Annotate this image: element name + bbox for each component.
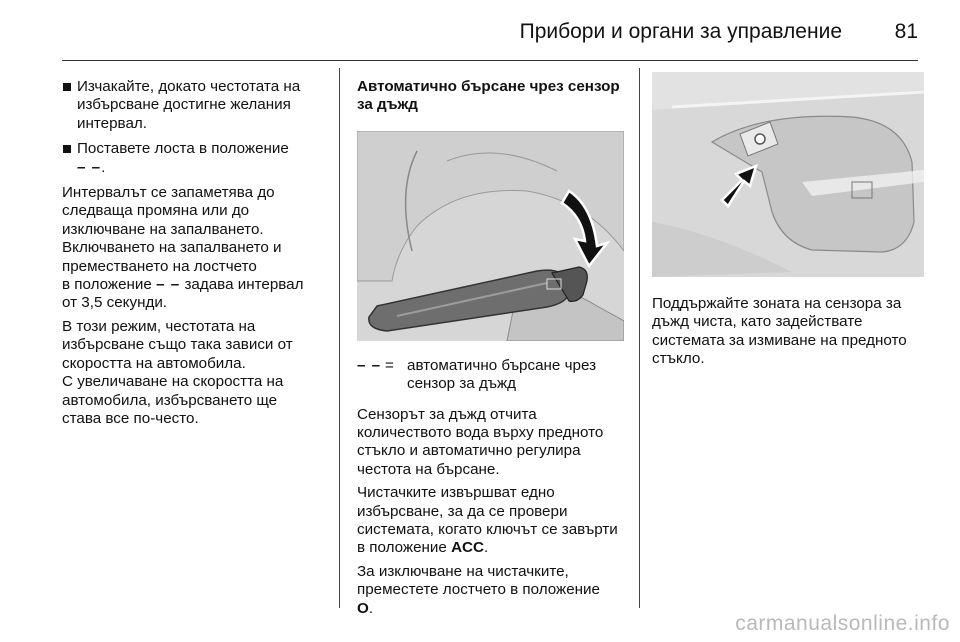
paragraph: Интервалът се запаметява до следваща промяна или до изключване на запалването. Включването на запалването и преместването на лостчето в положение – – задава интервал от 3,5 секунди. xyxy=(62,184,304,312)
paragraph: Сензорът за дъжд отчита количеството вода върху предното стъкло и автоматично регулира честота на бърсане. xyxy=(357,405,604,478)
interval-symbol: – – xyxy=(156,276,181,294)
rain-sensor-illustration xyxy=(652,72,924,277)
legend-description: автоматично бърсане чрез сензор за дъжд xyxy=(407,356,597,393)
paragraph: За изключване на чистачките, преместете лостчето в положение O. xyxy=(357,562,600,617)
column-2 xyxy=(357,78,624,623)
interval-symbol: – – xyxy=(77,158,102,176)
off-position-symbol: O xyxy=(357,599,369,617)
paragraph: В този режим, честотата на избърсване също така зависи от скоростта на автомобила. С увеличаване на скоростта на автомобила, избърсването ще става все по-често. xyxy=(62,317,293,427)
column-1 xyxy=(62,78,318,433)
column-divider-2 xyxy=(639,68,640,608)
watermark: carmanualsonline.info xyxy=(735,612,950,635)
page-title: Прибори и органи за управление xyxy=(519,20,842,43)
page-header xyxy=(62,16,918,60)
legend-symbol: – – xyxy=(357,356,382,374)
paragraph: Чистачките извършват едно избърсване, за да се провери системата, когато ключът се завърти в положение ACC. xyxy=(357,484,618,557)
symbol-legend xyxy=(357,357,624,394)
column-divider-1 xyxy=(339,68,340,608)
page-number: 81 xyxy=(894,20,918,43)
wiper-lever-drawing xyxy=(357,131,624,341)
column-3 xyxy=(652,78,924,374)
list-item: Поставете лоста в положение – –. xyxy=(62,140,318,177)
section-heading: Автоматично бърсане чрез сензор за дъжд xyxy=(357,78,620,114)
rain-sensor-drawing xyxy=(652,72,924,277)
acc-label: ACC xyxy=(451,539,484,557)
list-item: Изчакайте, докато честотата на избърсване достигне желания интервал. xyxy=(62,78,318,133)
paragraph: Поддържайте зоната на сензора за дъжд чиста, като задействате системата за измиване на предното стъкло. xyxy=(652,295,907,368)
wiper-lever-illustration xyxy=(357,131,624,341)
legend-equals: = xyxy=(385,356,394,374)
header-rule xyxy=(62,60,918,61)
